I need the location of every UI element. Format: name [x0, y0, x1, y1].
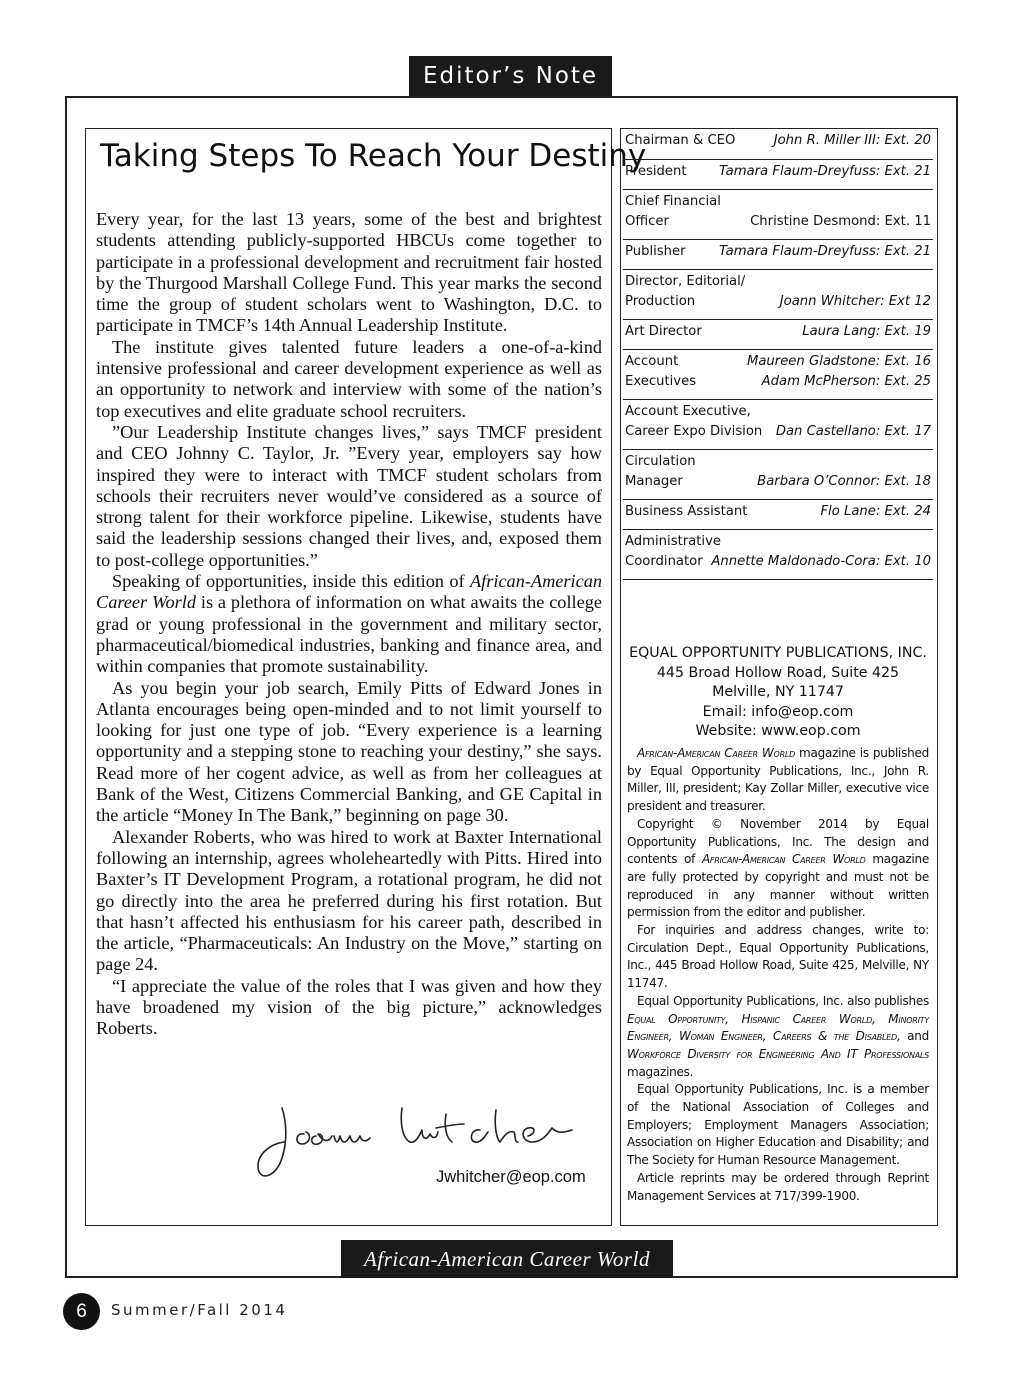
staff-title: Account Executive,	[625, 404, 751, 419]
magazine-title-inline: African-American Career World	[637, 746, 795, 760]
section-header: Editor’s Note	[409, 56, 612, 96]
publisher-city: Melville, NY 11747	[712, 684, 844, 701]
publisher-name: EQUAL OPPORTUNITY PUBLICATIONS, INC.	[629, 645, 927, 661]
legal-text: magazine is published by Equal Opportunity Publications, Inc., John R. Miller, III, president; Kay Zollar Miller, executive vice president and treasurer.	[627, 746, 929, 814]
magazine-title-inline: African-American Career World	[701, 852, 866, 867]
article-paragraph: Alexander Roberts, who was hired to work at Baxter International following an internship, agrees wholeheartedly with Pitts. Hired into Baxter’s IT Development Program, a rotational program, he did not go directly into the area he preferred during his first rotation. But that hasn’t affected his enthusiasm for his career path, described in the article, “Pharmaceuticals: An Industry on the Move,” starting on page 24.	[96, 826, 602, 975]
legal-notice	[627, 745, 929, 1205]
staff-title: Coordinator	[625, 554, 703, 569]
staff-title: Circulation	[625, 454, 696, 469]
publisher-address: 445 Broad Hollow Road, Suite 425	[656, 664, 900, 681]
staff-title: Officer	[625, 214, 669, 229]
legal-paragraph: Equal Opportunity Publications, Inc. is a member of the National Association of Colleges and Employers; Employment Managers Association; Association on Higher Education and Disability; and The Society for Human Resource Management.	[627, 1082, 929, 1168]
article-paragraph: As you begin your job search, Emily Pitts of Edward Jones in Atlanta encourages being open-minded and to not limit yourself to looking for just one type of job. “Every experience is a learning opportunity and a stepping stone to reaching your destiny,” she says. Read more of her cogent advice, as well as from her colleagues at Bank of the West, Citizens Commercial Banking, and GE Capital in the article “Money In The Bank,” beginning on page 30.	[96, 677, 602, 826]
editor-email: Jwhitcher@eop.com	[436, 1168, 586, 1186]
article-paragraph: The institute gives talented future leaders a one-of-a-kind intensive professional and career development experience as well as an opportunity to network and interview with some of the nation’s top executives and elite graduate school recruiters.	[96, 336, 602, 421]
article-paragraph: “I appreciate the value of the roles that I was given and how they have broadened my vision of the big picture,” acknowledges Roberts.	[96, 975, 602, 1039]
publisher-email: Email: info@eop.com	[702, 703, 854, 720]
legal-paragraph: For inquiries and address changes, write to: Circulation Dept., Equal Opportunity Publications, Inc., 445 Broad Hollow Road, Suite 425, Melville, NY 11747.	[627, 923, 929, 991]
staff-row	[623, 450, 933, 500]
staff-row	[623, 400, 933, 450]
staff-row	[623, 350, 933, 400]
article-paragraph: ”Our Leadership Institute changes lives,” says TMCF president and CEO Johnny C. Taylor, Jr. ”Every year, employers say how inspired they were to interact with TMCF student scholars from schools their recruiters never would’ve considered as a source of strong talent for their workforce pipeline. Likewise, students have said the leadership sessions changed their lives, and, exposed them to post-college opportunities.”	[96, 421, 602, 570]
issue-label: Summer/Fall 2014	[111, 1301, 288, 1319]
staff-name: Annette Maldonado-Cora: Ext. 10	[711, 554, 931, 569]
staff-name: Maureen Gladstone: Ext. 16	[746, 354, 931, 369]
staff-title: Art Director	[625, 324, 702, 339]
article-body	[96, 209, 602, 1040]
staff-name: Dan Castellano: Ext. 17	[775, 424, 931, 439]
staff-row	[623, 270, 933, 320]
article-text: Speaking of opportunities, inside this edition of	[112, 571, 470, 592]
staff-row	[623, 130, 933, 160]
staff-title: Manager	[625, 474, 683, 489]
magazine-list-inline: Equal Opportunity, Hispanic Career World, Minority Engineer, Woman Engineer, Careers & the Disabled,	[627, 1011, 929, 1044]
staff-title: Administrative	[625, 534, 721, 549]
article-text: is a plethora of information on what awaits the college grad or young professional in the government and military sector, pharmaceutical/biomedical industries, banking and finance area, and within companies that promote sustainability.	[96, 592, 602, 677]
article-paragraph: Every year, for the last 13 years, some of the best and brightest students attending publicly-supported HBCUs come together to participate in a professional development and recruitment fair hosted by the Thurgood Marshall College Fund. This year marks the second time the group of student scholars went to Washington, D.C. to participate in TMCF’s 14th Annual Leadership Institute.	[96, 209, 602, 336]
magazine-title-inline: African-American Career World	[96, 571, 602, 613]
magazine-footer-label: African-American Career World	[341, 1240, 673, 1278]
legal-paragraph	[627, 816, 929, 922]
staff-title: Chief Financial	[625, 194, 721, 209]
publisher-website: Website: www.eop.com	[695, 723, 861, 740]
staff-name: Flo Lane: Ext. 24	[820, 504, 931, 519]
staff-row	[623, 320, 933, 350]
staff-name: Adam McPherson: Ext. 25	[761, 374, 931, 389]
staff-masthead	[623, 130, 933, 580]
staff-name: Laura Lang: Ext. 19	[802, 324, 931, 339]
staff-title: Production	[625, 294, 696, 309]
staff-title: Publisher	[625, 244, 686, 259]
staff-name: John R. Miller III: Ext. 20	[773, 133, 931, 148]
staff-title: Account	[625, 354, 679, 369]
legal-text: magazine are fully protected by copyright and must not be reproduced in any manner without written permission from the editor and publisher.	[627, 852, 930, 920]
legal-text: magazines.	[627, 1064, 694, 1079]
legal-paragraph: Article reprints may be ordered through Reprint Management Services at 717/399-1900.	[627, 1170, 929, 1203]
staff-title: Career Expo Division	[625, 424, 763, 439]
staff-name: Tamara Flaum-Dreyfuss: Ext. 21	[718, 244, 931, 259]
staff-title: Director, Editorial/	[625, 274, 746, 289]
staff-title: Chairman & CEO	[625, 133, 736, 148]
article-paragraph	[96, 571, 602, 677]
staff-name: Christine Desmond: Ext. 11	[750, 214, 931, 229]
staff-name: Tamara Flaum-Dreyfuss: Ext. 21	[718, 164, 931, 179]
staff-row	[623, 190, 933, 240]
legal-text: Equal Opportunity Publications, Inc. also publishes	[637, 993, 929, 1008]
staff-title: Executives	[625, 374, 697, 389]
staff-title: President	[625, 164, 687, 179]
staff-row	[623, 530, 933, 580]
article-title: Taking Steps To Reach Your Destiny	[100, 138, 647, 174]
legal-paragraph	[627, 993, 929, 1082]
legal-paragraph	[627, 745, 929, 816]
staff-row	[623, 500, 933, 530]
staff-name: Barbara O’Connor: Ext. 18	[757, 474, 931, 489]
legal-text: and	[900, 1029, 930, 1044]
publisher-info	[625, 644, 931, 742]
staff-name: Joann Whitcher: Ext 12	[779, 294, 931, 309]
legal-text: Copyright © November 2014 by Equal Opportunity Publications, Inc. The design and contents of	[627, 816, 929, 867]
magazine-title-inline: Workforce Diversity for Engineering And IT Professionals	[627, 1046, 929, 1061]
page-number: 6	[63, 1293, 100, 1330]
staff-title: Business Assistant	[625, 504, 748, 519]
staff-row	[623, 160, 933, 190]
staff-row	[623, 240, 933, 270]
